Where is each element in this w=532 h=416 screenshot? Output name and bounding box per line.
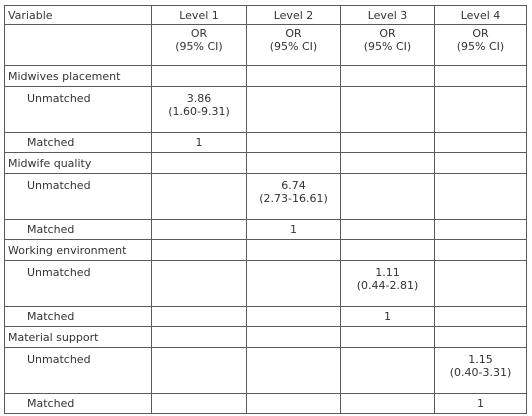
or-label: OR <box>190 27 208 40</box>
header-level-4: Level 4 <box>435 6 527 25</box>
matched-label: Matched <box>5 394 152 414</box>
empty-cell <box>341 220 435 240</box>
empty-cell <box>152 220 247 240</box>
empty-cell <box>152 153 247 174</box>
empty-cell <box>341 87 435 133</box>
unmatched-row <box>5 348 527 394</box>
ci-value: (1.60-9.31) <box>168 105 230 118</box>
header-level-3: Level 3 <box>341 6 435 25</box>
value-cell <box>341 261 435 307</box>
empty-cell <box>152 327 247 348</box>
empty-cell <box>247 153 341 174</box>
matched-row <box>5 307 527 327</box>
empty-cell <box>341 174 435 220</box>
or-value: 1 <box>195 136 203 149</box>
subheader-level-1 <box>152 25 247 66</box>
header-level-1: Level 1 <box>152 6 247 25</box>
section-row <box>5 66 527 87</box>
unmatched-label: Unmatched <box>5 261 152 307</box>
or-value: 1 <box>290 223 297 236</box>
subheader-level-2 <box>247 25 341 66</box>
empty-cell <box>152 240 247 261</box>
ci-value: (0.40-3.31) <box>449 366 512 379</box>
section-title: Material support <box>5 327 152 348</box>
empty-cell <box>247 394 341 414</box>
empty-cell <box>435 153 527 174</box>
empty-cell <box>247 348 341 394</box>
unmatched-label: Unmatched <box>5 174 152 220</box>
matched-label: Matched <box>5 220 152 240</box>
or-value: 1 <box>384 310 391 323</box>
empty-cell <box>152 307 247 327</box>
value-cell <box>247 220 341 240</box>
or-value: 3.86 <box>186 92 212 105</box>
or-value: 1.11 <box>375 266 400 279</box>
or-label: OR <box>379 27 396 40</box>
or-label: OR <box>285 27 302 40</box>
subheader-level-4 <box>435 25 527 66</box>
or-value: 1.15 <box>468 353 493 366</box>
unmatched-row <box>5 261 527 307</box>
empty-cell <box>247 87 341 133</box>
matched-label: Matched <box>5 133 152 153</box>
empty-cell <box>341 133 435 153</box>
ci-value: (2.73-16.61) <box>259 192 328 205</box>
empty-cell <box>341 153 435 174</box>
odds-ratio-table <box>4 5 527 414</box>
empty-cell <box>247 327 341 348</box>
empty-cell <box>435 261 527 307</box>
ci-label: (95% CI) <box>269 40 318 53</box>
header-level-2: Level 2 <box>247 6 341 25</box>
empty-cell <box>152 66 247 87</box>
empty-cell <box>152 394 247 414</box>
empty-cell <box>435 66 527 87</box>
matched-row <box>5 394 527 414</box>
empty-cell <box>247 240 341 261</box>
section-row <box>5 327 527 348</box>
section-title: Working environment <box>5 240 152 261</box>
subheader-empty <box>5 25 152 66</box>
ci-label: (95% CI) <box>456 40 505 53</box>
section-row <box>5 153 527 174</box>
value-cell <box>435 394 527 414</box>
ci-label: (95% CI) <box>363 40 412 53</box>
empty-cell <box>247 307 341 327</box>
empty-cell <box>341 394 435 414</box>
section-title: Midwives placement <box>5 66 152 87</box>
unmatched-label: Unmatched <box>5 348 152 394</box>
matched-row <box>5 133 527 153</box>
empty-cell <box>435 220 527 240</box>
empty-cell <box>152 348 247 394</box>
empty-cell <box>435 174 527 220</box>
header-variable: Variable <box>5 6 152 25</box>
empty-cell <box>152 174 247 220</box>
value-cell <box>435 348 527 394</box>
matched-row <box>5 220 527 240</box>
empty-cell <box>247 261 341 307</box>
empty-cell <box>435 133 527 153</box>
unmatched-row <box>5 87 527 133</box>
value-cell <box>152 87 247 133</box>
header-row <box>5 6 527 25</box>
ci-label: (95% CI) <box>175 40 223 53</box>
empty-cell <box>435 240 527 261</box>
empty-cell <box>341 348 435 394</box>
empty-cell <box>341 66 435 87</box>
empty-cell <box>247 66 341 87</box>
empty-cell <box>341 240 435 261</box>
value-cell <box>152 133 247 153</box>
section-title: Midwife quality <box>5 153 152 174</box>
empty-cell <box>435 307 527 327</box>
empty-cell <box>152 261 247 307</box>
unmatched-label: Unmatched <box>5 87 152 133</box>
or-value: 6.74 <box>281 179 306 192</box>
ci-value: (0.44-2.81) <box>356 279 419 292</box>
empty-cell <box>341 327 435 348</box>
or-value: 1 <box>477 397 484 410</box>
empty-cell <box>435 327 527 348</box>
or-label: OR <box>472 27 489 40</box>
empty-cell <box>247 133 341 153</box>
empty-cell <box>435 87 527 133</box>
section-row <box>5 240 527 261</box>
matched-label: Matched <box>5 307 152 327</box>
subheader-level-3 <box>341 25 435 66</box>
value-cell <box>341 307 435 327</box>
value-cell <box>247 174 341 220</box>
unmatched-row <box>5 174 527 220</box>
subheader-row <box>5 25 527 66</box>
